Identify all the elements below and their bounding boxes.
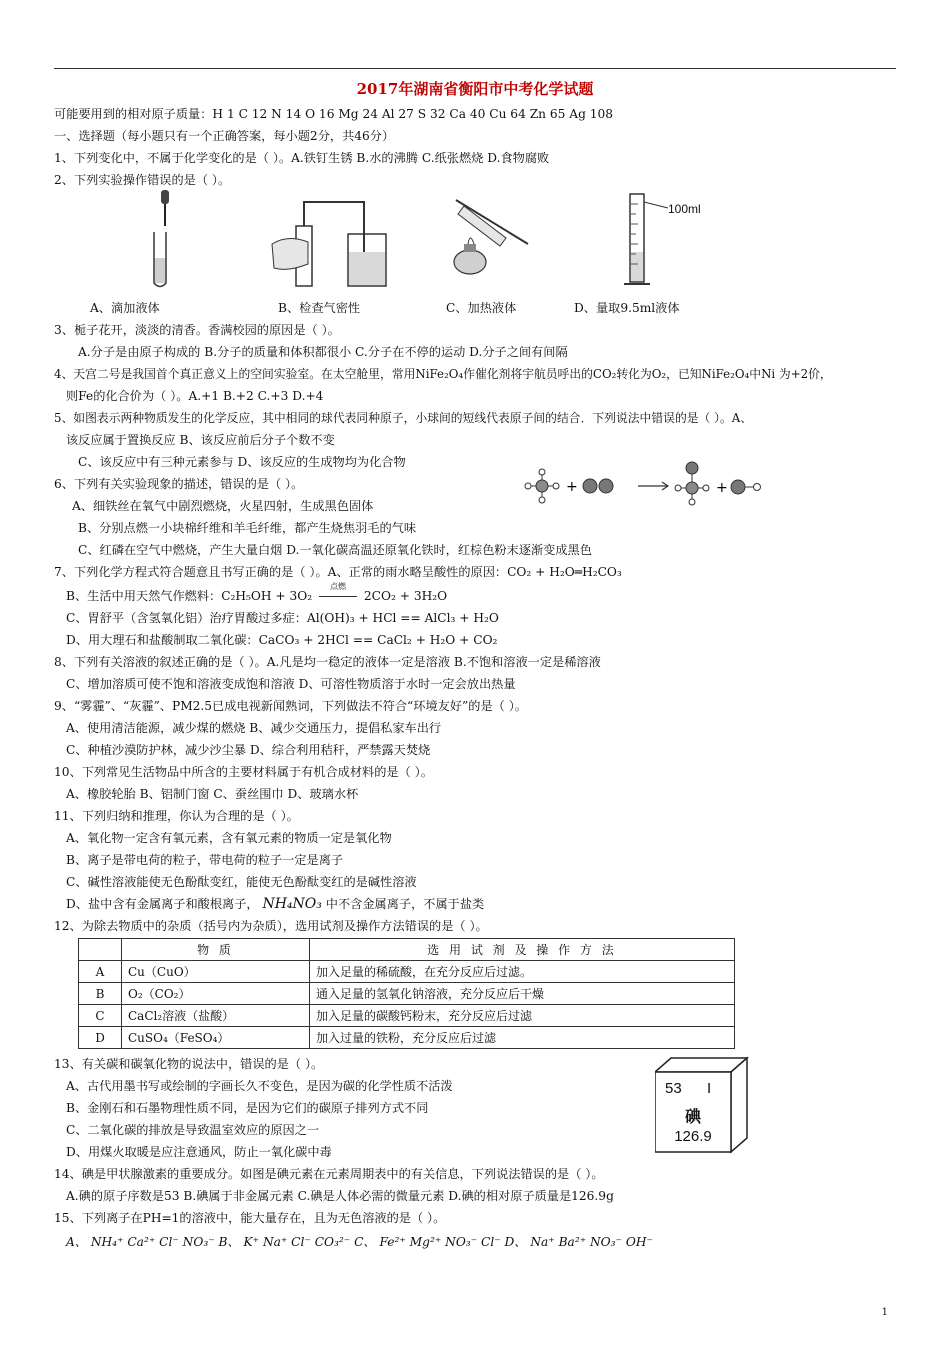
- question-5-line2: 该反应属于置换反应 B、该反应前后分子个数不变: [66, 433, 335, 447]
- question-10-options: A、橡胶轮胎 B、铝制门窗 C、蚕丝围巾 D、玻璃水杯: [66, 787, 359, 801]
- table-cell-option: A: [79, 961, 122, 983]
- question-2: 2、下列实验操作错误的是（ ）。: [54, 173, 231, 187]
- element-symbol: I: [707, 1080, 712, 1097]
- header-rule: [54, 68, 896, 69]
- question-10: 10、下列常见生活物品中所含的主要材料属于有机合成材料的是（ ）。: [54, 765, 433, 779]
- table-cell-substance: CuSO₄（FeSO₄）: [122, 1027, 310, 1049]
- svg-text:+: +: [566, 479, 578, 495]
- heating-liquid-figure: [446, 186, 536, 286]
- q2-option-c: C、加热液体: [446, 301, 517, 315]
- atomic-mass: 126.9: [674, 1128, 712, 1145]
- question-11-d-left: D、盐中含有金属离子和酸根离子，: [66, 897, 259, 911]
- svg-text:+: +: [716, 480, 728, 496]
- question-13: 13、有关碳和碳氧化物的说法中，错误的是（ ）。: [54, 1057, 324, 1071]
- table-cell-option: C: [79, 1005, 122, 1027]
- table-row: [79, 1027, 735, 1049]
- question-11-d-right: 中不含金属离子，不属于盐类: [325, 897, 485, 911]
- question-13-c: C、二氧化碳的排放是导致温室效应的原因之一: [66, 1123, 320, 1137]
- question-13-d: D、用煤火取暖是应注意通风，防止一氧化碳中毒: [66, 1145, 332, 1159]
- question-11-a: A、氧化物一定含有氧元素，含有氧元素的物质一定是氧化物: [66, 831, 392, 845]
- table-cell-method: 加入足量的碳酸钙粉末，充分反应后过滤: [310, 1005, 735, 1027]
- question-7-b-right: 2CO₂ + 3H₂O: [363, 589, 448, 603]
- table-cell-substance: CaCl₂溶液（盐酸）: [122, 1005, 310, 1027]
- question-14: 14、碘是甲状腺激素的重要成分。如图是碘元素在元素周期表中的有关信息，下列说法错误的是（ ）。: [54, 1167, 604, 1181]
- question-1: 1、下列变化中，不属于化学变化的是（ ）。A.铁钉生锈 B.水的沸腾 C.纸张燃烧 D.食物腐败: [54, 151, 550, 165]
- question-13-a: A、古代用墨书写或绘制的字画长久不变色，是因为碳的化学性质不活泼: [66, 1079, 453, 1093]
- question-11: 11、下列归纳和推理，你认为合理的是（ ）。: [54, 809, 299, 823]
- question-13-b: B、金刚石和石墨物理性质不同，是因为它们的碳原子排列方式不同: [66, 1101, 429, 1115]
- table-header-row: [79, 939, 735, 961]
- question-7-d: D、用大理石和盐酸制取二氧化碳：CaCO₃ + 2HCl == CaCl₂ + H₂O + CO₂: [66, 633, 498, 647]
- question-14-options: A.碘的原子序数是53 B.碘属于非金属元素 C.碘是人体必需的微量元素 D.碘的相对原子质量是126.9g: [66, 1189, 614, 1203]
- question-5-line1: 5、如图表示两种物质发生的化学反应，其中相同的球代表同种原子，小球间的短线代表原子间的结合．下列说法中错误的是（ ）。A、: [54, 411, 753, 425]
- question-7: 7、下列化学方程式符合题意且书写正确的是（ ）。A、正常的雨水略呈酸性的原因：CO₂ + H₂O═H₂CO₃: [54, 565, 622, 579]
- airtight-check-figure: [268, 186, 388, 296]
- table-header-method: 选 用 试 剂 及 操 作 方 法: [310, 939, 735, 961]
- question-6-a: A、细铁丝在氧气中剧烈燃烧，火星四射，生成黑色固体: [72, 499, 374, 513]
- page-number: 1: [881, 1307, 888, 1318]
- table-cell-substance: Cu（CuO）: [122, 961, 310, 983]
- dropper-figure: [140, 188, 190, 293]
- q2-option-d: D、量取9.5ml液体: [574, 301, 680, 315]
- question-7-c: C、胃舒平（含氢氧化铝）治疗胃酸过多症：Al(OH)₃ + HCl == AlCl₃ + H₂O: [66, 611, 499, 625]
- q2-option-b: B、检查气密性: [278, 301, 361, 315]
- condition-label: 点燃: [330, 582, 347, 591]
- table-row: [79, 961, 735, 983]
- table-cell-method: 通入足量的氢氧化钠溶液，充分反应后干燥: [310, 983, 735, 1005]
- table-cell-option: B: [79, 983, 122, 1005]
- question-6-b: B、分别点燃一小块棉纤维和羊毛纤维，都产生烧焦羽毛的气味: [78, 521, 417, 535]
- question-9-ab: A、使用清洁能源，减少煤的燃烧 B、减少交通压力，提倡私家车出行: [66, 721, 442, 735]
- question-3: 3、栀子花开，淡淡的清香。香满校园的原因是（ ）。: [54, 323, 340, 337]
- table-cell-substance: O₂（CO₂）: [122, 983, 310, 1005]
- table-header-blank: [79, 939, 122, 961]
- atomic-number: 53: [665, 1080, 682, 1097]
- question-9: 9、“雾霾”、“灰霾”、PM2.5已成电视新闻熟词，下列做法不符合“环境友好”的是（ ）。: [54, 699, 527, 713]
- table-header-substance: 物 质: [122, 939, 310, 961]
- ammonium-nitrate-formula: NH₄NO₃: [262, 896, 322, 912]
- atomic-masses: 可能要用到的相对原子质量：H 1 C 12 N 14 O 16 Mg 24 Al 27 S 32 Ca 40 Cu 64 Zn 65 Ag 108: [54, 107, 614, 121]
- question-4-line2: 则Fe的化合价为（ ）。A.+1 B.+2 C.+3 D.+4: [66, 389, 324, 403]
- table-cell-method: 加入过量的铁粉，充分反应后过滤: [310, 1027, 735, 1049]
- question-11-d: [66, 896, 484, 912]
- table-row: [79, 983, 735, 1005]
- question-7-b: [66, 582, 448, 604]
- question-15-options: A、 NH₄⁺ Ca²⁺ Cl⁻ NO₃⁻ B、 K⁺ Na⁺ Cl⁻ CO₃²⁻ C、 Fe²⁺ Mg²⁺ NO₃⁻ Cl⁻ D、 Na⁺ Ba²⁺ NO₃⁻ OH⁻: [66, 1235, 653, 1249]
- question-11-b: B、离子是带电荷的粒子，带电荷的粒子一定是离子: [66, 853, 344, 867]
- section-heading: 一、选择题（每小题只有一个正确答案，每小题2分，共46分）: [54, 129, 395, 143]
- table-row: [79, 1005, 735, 1027]
- question-15: 15、下列离子在PH=1的溶液中，能大量存在，且为无色溶液的是（ ）。: [54, 1211, 446, 1225]
- question-11-c: C、碱性溶液能使无色酚酞变红，能使无色酚酞变红的是碱性溶液: [66, 875, 417, 889]
- condition-line: [319, 596, 357, 597]
- table-cell-method: 加入足量的稀硫酸，在充分反应后过滤。: [310, 961, 735, 983]
- cylinder-label: 100ml: [668, 202, 701, 216]
- element-name: 碘: [684, 1107, 701, 1126]
- exam-title: 2017年湖南省衡阳市中考化学试题: [356, 80, 594, 98]
- graduated-cylinder-figure: [616, 190, 676, 294]
- question-7-b-left: B、生活中用天然气作燃料：C₂H₅OH + 3O₂: [66, 589, 313, 603]
- question-6: 6、下列有关实验现象的描述，错误的是（ ）。: [54, 477, 304, 491]
- reaction-diagram: [520, 456, 770, 512]
- iodine-element-card: [655, 1072, 735, 1154]
- question-8-cd: C、增加溶质可使不饱和溶液变成饱和溶液 D、可溶性物质溶于水时一定会放出热量: [66, 677, 516, 691]
- q2-option-a: A、滴加液体: [90, 301, 160, 315]
- question-4-line1: 4、天宫二号是我国首个真正意义上的空间实验室。在太空舱里，常用NiFe₂O₄作催化剂将宇航员呼出的CO₂转化为O₂，已知NiFe₂O₄中Ni 为+2价，: [54, 367, 832, 381]
- question-3-options: A.分子是由原子构成的 B.分子的质量和体积都很小 C.分子在不停的运动 D.分子之间有间隔: [78, 345, 568, 359]
- impurity-table: [78, 938, 735, 1049]
- question-12: 12、为除去物质中的杂质（括号内为杂质），选用试剂及操作方法错误的是（ ）。: [54, 919, 488, 933]
- table-cell-option: D: [79, 1027, 122, 1049]
- reaction-condition: [316, 582, 360, 604]
- question-6-c: C、红磷在空气中燃烧，产生大量白烟 D.一氧化碳高温还原氧化铁时，红棕色粉末逐渐变成黑色: [78, 543, 592, 557]
- question-5-line3: C、该反应中有三种元素参与 D、该反应的生成物均为化合物: [78, 455, 406, 469]
- question-8: 8、下列有关溶液的叙述正确的是（ ）。A.凡是均一稳定的液体一定是溶液 B.不饱和溶液一定是稀溶液: [54, 655, 601, 669]
- question-9-cd: C、种植沙漠防护林，减少沙尘暴 D、综合利用秸秆，严禁露天焚烧: [66, 743, 431, 757]
